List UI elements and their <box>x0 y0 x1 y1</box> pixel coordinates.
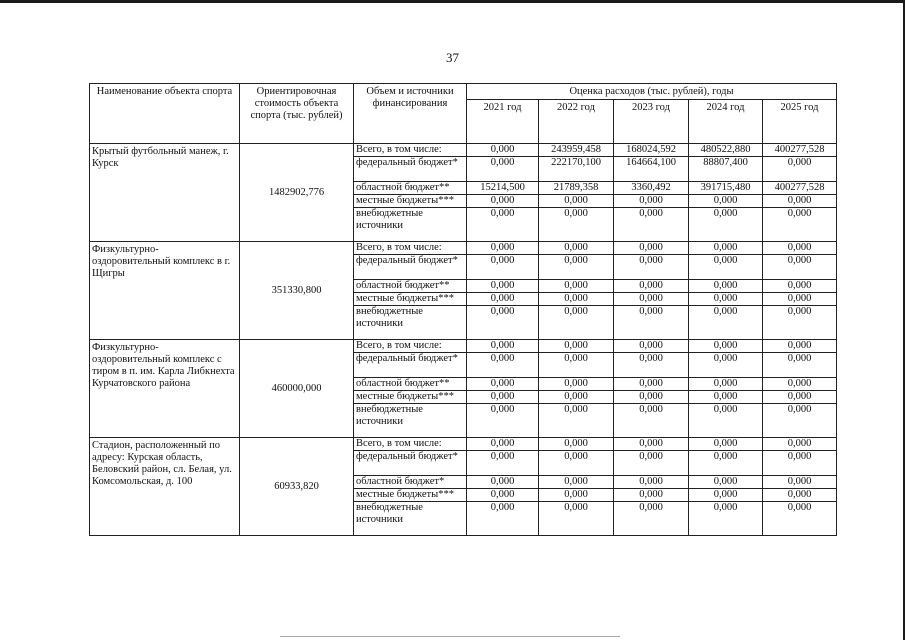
funding-source: внебюджетные источники <box>354 208 467 242</box>
funding-source: областной бюджет** <box>354 280 467 293</box>
amount-cell: 0,000 <box>467 451 539 476</box>
funding-table <box>89 83 837 536</box>
amount-cell: 0,000 <box>467 195 539 208</box>
amount-cell: 0,000 <box>689 502 763 536</box>
funding-source: внебюджетные источники <box>354 306 467 340</box>
table-row <box>90 438 837 451</box>
amount-cell: 0,000 <box>467 438 539 451</box>
amount-cell: 0,000 <box>763 293 837 306</box>
amount-cell: 0,000 <box>614 391 689 404</box>
amount-cell: 0,000 <box>763 451 837 476</box>
amount-cell: 0,000 <box>689 255 763 280</box>
bottom-line <box>280 636 620 637</box>
amount-cell: 0,000 <box>467 340 539 353</box>
amount-cell: 243959,458 <box>539 144 614 157</box>
amount-cell: 15214,500 <box>467 182 539 195</box>
amount-cell: 0,000 <box>614 306 689 340</box>
top-border <box>0 0 905 3</box>
amount-cell: 0,000 <box>763 340 837 353</box>
amount-cell: 0,000 <box>614 353 689 378</box>
amount-cell: 168024,592 <box>614 144 689 157</box>
funding-source: областной бюджет* <box>354 476 467 489</box>
object-name: Физкультурно-оздоровительный комплекс в г. Щигры <box>90 242 240 340</box>
amount-cell: 0,000 <box>763 208 837 242</box>
amount-cell: 0,000 <box>467 255 539 280</box>
amount-cell: 0,000 <box>763 306 837 340</box>
amount-cell: 400277,528 <box>763 182 837 195</box>
amount-cell: 0,000 <box>539 340 614 353</box>
amount-cell: 0,000 <box>467 391 539 404</box>
table-row <box>90 242 837 255</box>
amount-cell: 0,000 <box>539 378 614 391</box>
amount-cell: 0,000 <box>689 208 763 242</box>
amount-cell: 0,000 <box>467 353 539 378</box>
header-year: 2025 год <box>763 100 837 144</box>
header-estimated-cost: Ориентировочная стоимость объекта спорта (тыс. рублей) <box>240 84 354 144</box>
object-name: Физкультурно-оздоровительный комплекс с тиром в п. им. Карла Либкнехта Курчатовского района <box>90 340 240 438</box>
amount-cell: 0,000 <box>689 438 763 451</box>
funding-source: Всего, в том числе: <box>354 340 467 353</box>
amount-cell: 0,000 <box>539 451 614 476</box>
amount-cell: 0,000 <box>614 340 689 353</box>
funding-source: федеральный бюджет* <box>354 353 467 378</box>
amount-cell: 0,000 <box>763 157 837 182</box>
amount-cell: 0,000 <box>689 280 763 293</box>
amount-cell: 0,000 <box>539 353 614 378</box>
object-name: Стадион, расположенный по адресу: Курская область, Беловский район, сл. Белая, ул. Комсомольская, д. 100 <box>90 438 240 536</box>
amount-cell: 0,000 <box>763 195 837 208</box>
amount-cell: 0,000 <box>614 255 689 280</box>
amount-cell: 0,000 <box>763 378 837 391</box>
amount-cell: 0,000 <box>467 378 539 391</box>
funding-source: местные бюджеты*** <box>354 489 467 502</box>
object-name: Крытый футбольный манеж, г. Курск <box>90 144 240 242</box>
amount-cell: 0,000 <box>539 438 614 451</box>
amount-cell: 0,000 <box>614 208 689 242</box>
object-cost: 460000,000 <box>240 340 354 438</box>
amount-cell: 0,000 <box>689 391 763 404</box>
header-year: 2022 год <box>539 100 614 144</box>
amount-cell: 0,000 <box>614 451 689 476</box>
amount-cell: 0,000 <box>689 340 763 353</box>
header-year: 2021 год <box>467 100 539 144</box>
funding-source: федеральный бюджет* <box>354 157 467 182</box>
amount-cell: 0,000 <box>467 144 539 157</box>
amount-cell: 0,000 <box>763 353 837 378</box>
amount-cell: 0,000 <box>467 280 539 293</box>
table-body <box>90 144 837 536</box>
amount-cell: 0,000 <box>539 242 614 255</box>
amount-cell: 0,000 <box>614 280 689 293</box>
amount-cell: 0,000 <box>763 391 837 404</box>
amount-cell: 0,000 <box>689 404 763 438</box>
funding-source: местные бюджеты*** <box>354 195 467 208</box>
amount-cell: 0,000 <box>689 242 763 255</box>
amount-cell: 88807,400 <box>689 157 763 182</box>
amount-cell: 0,000 <box>467 404 539 438</box>
amount-cell: 0,000 <box>763 242 837 255</box>
amount-cell: 0,000 <box>539 489 614 502</box>
amount-cell: 0,000 <box>614 489 689 502</box>
amount-cell: 0,000 <box>614 404 689 438</box>
funding-source: областной бюджет** <box>354 378 467 391</box>
funding-source: внебюджетные источники <box>354 502 467 536</box>
amount-cell: 0,000 <box>467 242 539 255</box>
amount-cell: 0,000 <box>689 293 763 306</box>
amount-cell: 0,000 <box>763 404 837 438</box>
amount-cell: 0,000 <box>539 502 614 536</box>
amount-cell: 0,000 <box>467 502 539 536</box>
page-number: 37 <box>446 50 459 65</box>
amount-cell: 164664,100 <box>614 157 689 182</box>
object-cost: 60933,820 <box>240 438 354 536</box>
amount-cell: 0,000 <box>614 242 689 255</box>
header-object-name: Наименование объекта спорта <box>90 84 240 144</box>
table-row <box>90 340 837 353</box>
amount-cell: 0,000 <box>539 404 614 438</box>
amount-cell: 0,000 <box>763 476 837 489</box>
funding-source: Всего, в том числе: <box>354 242 467 255</box>
header-expenses: Оценка расходов (тыс. рублей), годы <box>467 84 837 100</box>
amount-cell: 480522,880 <box>689 144 763 157</box>
amount-cell: 0,000 <box>689 476 763 489</box>
object-cost: 351330,800 <box>240 242 354 340</box>
amount-cell: 0,000 <box>467 306 539 340</box>
header-year: 2024 год <box>689 100 763 144</box>
amount-cell: 0,000 <box>539 280 614 293</box>
amount-cell: 0,000 <box>539 255 614 280</box>
funding-source: Всего, в том числе: <box>354 144 467 157</box>
funding-source: областной бюджет** <box>354 182 467 195</box>
amount-cell: 0,000 <box>614 293 689 306</box>
amount-cell: 0,000 <box>539 306 614 340</box>
amount-cell: 222170,100 <box>539 157 614 182</box>
funding-source: внебюджетные источники <box>354 404 467 438</box>
amount-cell: 3360,492 <box>614 182 689 195</box>
amount-cell: 0,000 <box>689 378 763 391</box>
amount-cell: 0,000 <box>614 502 689 536</box>
amount-cell: 0,000 <box>539 293 614 306</box>
funding-source: Всего, в том числе: <box>354 438 467 451</box>
amount-cell: 0,000 <box>763 280 837 293</box>
amount-cell: 0,000 <box>763 489 837 502</box>
amount-cell: 391715,480 <box>689 182 763 195</box>
amount-cell: 0,000 <box>614 438 689 451</box>
amount-cell: 0,000 <box>689 451 763 476</box>
amount-cell: 0,000 <box>539 195 614 208</box>
amount-cell: 0,000 <box>614 476 689 489</box>
amount-cell: 0,000 <box>467 293 539 306</box>
amount-cell: 0,000 <box>539 208 614 242</box>
amount-cell: 0,000 <box>539 391 614 404</box>
funding-source: местные бюджеты*** <box>354 293 467 306</box>
funding-source: федеральный бюджет* <box>354 451 467 476</box>
amount-cell: 0,000 <box>689 353 763 378</box>
table-row <box>90 144 837 157</box>
amount-cell: 0,000 <box>689 489 763 502</box>
amount-cell: 0,000 <box>539 476 614 489</box>
amount-cell: 0,000 <box>763 502 837 536</box>
amount-cell: 0,000 <box>614 195 689 208</box>
amount-cell: 0,000 <box>689 306 763 340</box>
amount-cell: 0,000 <box>614 378 689 391</box>
funding-source: местные бюджеты*** <box>354 391 467 404</box>
amount-cell: 0,000 <box>763 255 837 280</box>
amount-cell: 0,000 <box>467 489 539 502</box>
amount-cell: 0,000 <box>763 438 837 451</box>
header-funding: Объем и источники финансирования <box>354 84 467 144</box>
amount-cell: 0,000 <box>467 476 539 489</box>
amount-cell: 0,000 <box>467 208 539 242</box>
funding-source: федеральный бюджет* <box>354 255 467 280</box>
object-cost: 1482902,776 <box>240 144 354 242</box>
amount-cell: 400277,528 <box>763 144 837 157</box>
amount-cell: 0,000 <box>689 195 763 208</box>
amount-cell: 0,000 <box>467 157 539 182</box>
header-year: 2023 год <box>614 100 689 144</box>
amount-cell: 21789,358 <box>539 182 614 195</box>
